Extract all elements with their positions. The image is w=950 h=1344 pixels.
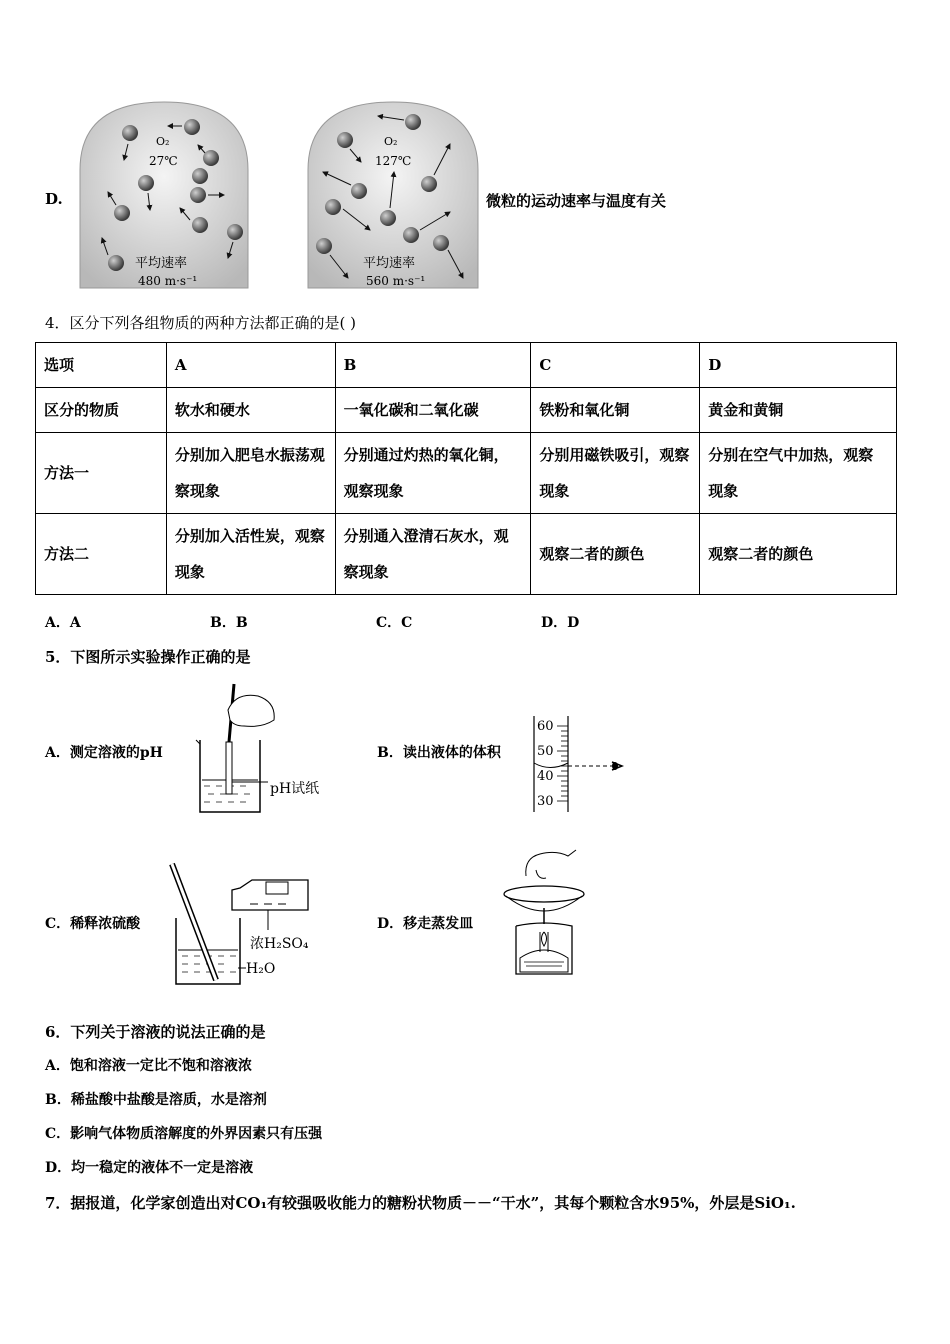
q4-choice-d[interactable]: D．D [541, 615, 580, 631]
q5-option-b[interactable]: B．读出液体的体积 [377, 745, 501, 761]
table-cell: 分别通过灼热的氧化铜，观察现象 [335, 433, 531, 514]
table-cell: 分别用磁铁吸引，观察现象 [531, 433, 700, 514]
cylinder-reading-figure [530, 712, 640, 816]
table-cell: 分别在空气中加热，观察现象 [700, 433, 897, 514]
q5-stem: 5．下图所示实验操作正确的是 [45, 648, 251, 666]
q6-option-c[interactable]: C．影响气体物质溶解度的外界因素只有压强 [45, 1126, 323, 1142]
water-label: H₂O [246, 961, 276, 977]
table-cell: 观察二者的颜色 [531, 514, 700, 595]
evaporating-dish-figure [496, 846, 586, 980]
q6-option-d[interactable]: D．均一稳定的液体不一定是溶液 [45, 1160, 254, 1176]
dilute-acid-figure [160, 860, 330, 988]
ph-paper-label: pH试纸 [270, 781, 320, 797]
table-row-label: 区分的物质 [36, 388, 167, 433]
q4-table [35, 342, 897, 595]
q4-choice-a[interactable]: A．A [45, 615, 81, 631]
table-row-label: 方法二 [36, 514, 167, 595]
table-header-cell: A [166, 343, 335, 388]
table-cell: 铁粉和氧化铜 [531, 388, 700, 433]
table-row [36, 388, 897, 433]
table-header-cell: B [335, 343, 531, 388]
table-cell: 一氧化碳和二氧化碳 [335, 388, 531, 433]
table-row-label: 方法一 [36, 433, 167, 514]
table-cell: 软水和硬水 [166, 388, 335, 433]
q3-option-d-label: D. [45, 190, 63, 208]
right-rate-value: 560 m·s⁻¹ [366, 274, 426, 288]
q4-choice-b[interactable]: B．B [210, 615, 248, 631]
right-rate-label: 平均速率 [363, 256, 416, 271]
q6-option-a[interactable]: A．饱和溶液一定比不饱和溶液浓 [45, 1058, 252, 1074]
left-temp: 27℃ [149, 154, 178, 168]
tick-40: 40 [537, 769, 554, 784]
left-gas: O₂ [156, 135, 170, 148]
table-cell: 分别加入活性炭，观察现象 [166, 514, 335, 595]
particle-motion-figure [78, 100, 483, 290]
q6-stem: 6．下列关于溶液的说法正确的是 [45, 1023, 266, 1041]
q5-option-a[interactable]: A．测定溶液的pH [45, 745, 163, 761]
q7-stem: 7．据报道，化学家创造出对CO₁有较强吸收能力的糖粉状物质－－“干水”，其每个颗粒含水95%，外层是SiO₁. [45, 1194, 796, 1212]
q5-option-c[interactable]: C．稀释浓硫酸 [45, 916, 141, 932]
q6-option-b[interactable]: B．稀盐酸中盐酸是溶质，水是溶剂 [45, 1092, 267, 1108]
tick-50: 50 [537, 744, 554, 759]
right-gas: O₂ [384, 135, 398, 148]
q3-option-d-statement: 微粒的运动速率与温度有关 [486, 192, 667, 210]
right-temp: 127℃ [375, 154, 412, 168]
left-rate-label: 平均速率 [135, 256, 188, 271]
acid-label: 浓H₂SO₄ [250, 936, 309, 952]
table-cell: 观察二者的颜色 [700, 514, 897, 595]
table-row [36, 343, 897, 388]
table-header-cell: C [531, 343, 700, 388]
q4-stem: 4．区分下列各组物质的两种方法都正确的是( ) [45, 314, 357, 332]
table-cell: 黄金和黄铜 [700, 388, 897, 433]
tick-60: 60 [537, 719, 554, 734]
q4-choice-c[interactable]: C．C [376, 615, 413, 631]
table-cell: 分别通入澄清石灰水，观察现象 [335, 514, 531, 595]
table-header-cell: D [700, 343, 897, 388]
q5-option-d[interactable]: D．移走蒸发皿 [377, 916, 474, 932]
table-header-cell: 选项 [36, 343, 167, 388]
table-row [36, 433, 897, 514]
ph-test-figure [190, 682, 340, 817]
left-rate-value: 480 m·s⁻¹ [138, 274, 198, 288]
tick-30: 30 [537, 794, 554, 809]
table-cell: 分别加入肥皂水振荡观察现象 [166, 433, 335, 514]
table-row [36, 514, 897, 595]
